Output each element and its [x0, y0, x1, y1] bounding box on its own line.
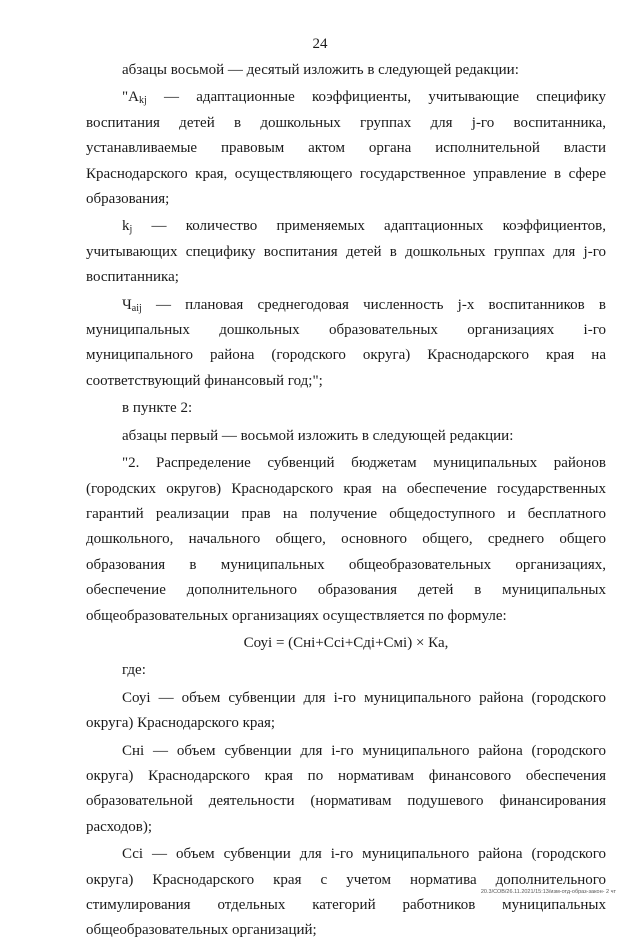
subscript: j — [129, 224, 133, 236]
paragraph-p5 — [86, 396, 606, 421]
text-run: абзацы первый — восьмой изложить в следующей редакции: — [122, 427, 514, 444]
text-run: "А — [122, 89, 139, 106]
subscript: kj — [138, 95, 147, 107]
paragraph-p2 — [86, 85, 606, 212]
text-run: — адаптационные коэффициенты, учитывающие специфику воспитания детей в дошкольных группах для j-го воспитанника, устанавливаемые правовым актом органа исполнительной власти Краснодарского края, осуществляющего государственное управление в сфере образования; — [86, 89, 606, 208]
text-run: где: — [122, 662, 146, 679]
paragraph-p3 — [86, 214, 606, 290]
paragraph-p4 — [86, 293, 606, 395]
paragraph-p11 — [86, 739, 606, 841]
text-run: Соуi = (Снi+Ссi+Сдi+Смi) × Ка, — [243, 634, 449, 651]
text-run: — плановая среднегодовая численность j-х воспитанников в муниципальных дошкольных образовательных организациях i-го муниципального района (городского округа) Краснодарского края на соответствующий финансовый год;"; — [86, 296, 606, 389]
text-run: k — [122, 218, 130, 235]
page-number: 24 — [312, 36, 328, 52]
text-run: в пункте 2: — [122, 400, 193, 417]
subscript: aij — [131, 302, 142, 314]
paragraph-p8 — [86, 631, 606, 656]
paragraph-p7 — [86, 451, 606, 629]
paragraph-p9 — [86, 658, 606, 683]
text-run: "2. Распределение субвенций бюджетам муниципальных районов (городских округов) Краснодарского края на обеспечение государственных гарантий реализации прав на получение общедоступного и бесплатного дошкольного, начального общего, основного общего, среднего общего образования в муниципальных общеобразовательных организациях, обеспечение дополнительного образования детей в муниципальных общеобразовательных организациях осуществляется по формуле: — [86, 455, 606, 624]
text-run: Ссi — объем субвенции для i-го муниципального района (городского округа) Краснодарского края с учетом норматива дополнительного стимулирования отдельных категорий работников муниципальных общеобразовательных организаций; — [86, 846, 606, 939]
text-run: — количество применяемых адаптационных коэффициентов, учитывающих специфику воспитания детей в дошкольных группах для j-го воспитанника; — [86, 218, 606, 286]
document-body — [86, 58, 606, 944]
paragraph-p1 — [86, 58, 606, 83]
text-run: Ч — [122, 296, 132, 313]
text-run: Соуi — объем субвенции для i-го муниципального района (городского округа) Краснодарского края; — [86, 689, 606, 732]
paragraph-p10 — [86, 686, 606, 737]
text-run: абзацы восьмой — десятый изложить в следующей редакции: — [122, 62, 519, 78]
paragraph-p6 — [86, 424, 606, 449]
footer-stamp: 20.3/СОВ/26.11.2021/15:13/изм-отд-образ-закон- 2 чт — [480, 889, 616, 895]
text-run: Снi — объем субвенции для i-го муниципального района (городского округа) Краснодарского края по нормативам финансового обеспечения образовательной деятельности (нормативам подушевого финансирования расходов); — [86, 742, 606, 835]
